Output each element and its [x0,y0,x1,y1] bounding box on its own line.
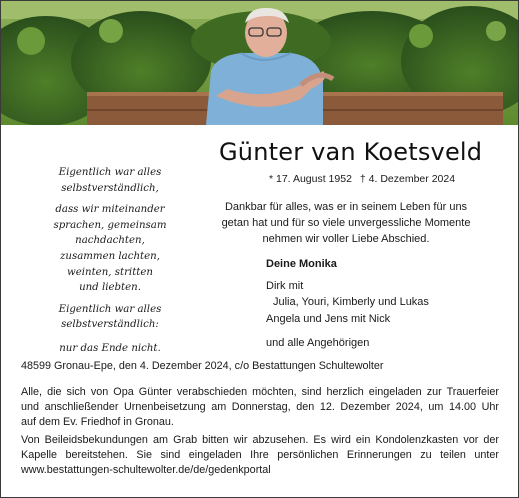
thanks-text [219,199,473,247]
child-entry: Dirk mit [266,280,304,293]
grandchildren-entry: Julia, Youri, Kimberly und Lukas [273,296,429,309]
place-date-line [21,359,499,374]
memorial-portal-url: www.bestattungen-schultewolter.de/de/gedenkportal [21,464,271,476]
death-date: † 4. Dezember 2024 [359,173,456,185]
thanks-line: Dankbar für alles, was er in seinem Leben für uns [224,201,468,213]
wife-name: Deine Monika [266,258,337,270]
mourners [266,256,429,351]
portrait-photo [1,1,518,125]
photo-illustration [1,1,518,125]
birth-date: * 17. August 1952 [269,173,352,185]
deceased-name: Günter van Koetsveld [219,138,483,166]
poem-stanza [45,202,175,296]
poem-stanza [45,341,175,357]
poem-line: dass wir miteinander [55,204,165,216]
child-entry: Angela und Jens mit Nick [266,312,391,325]
poem-line: nachdachten, [75,235,145,247]
relatives-entry: und alle Angehörigen [266,336,370,349]
condolence-line: Kapelle bereitstehen. Sie sind eingeladen Ihre persönlichen Erinnerungen zu teilen unter [21,449,499,461]
poem-stanza [45,165,175,196]
funeral-info [21,385,499,430]
poem-line: Eigentlich war alles [58,167,162,178]
poem-line: sprachen, gemeinsam [53,219,167,231]
poem-line: selbstverständlich, [61,182,159,194]
thanks-line: getan hat und für so viele unvergessliche Momente [221,217,471,229]
funeral-line: Alle, die sich von Opa Günter verabschieden möchten, sind herzlich eingeladen zur Trauerfeier [21,386,499,398]
place-date-text: 48599 Gronau-Epe, den 4. Dezember 2024, c/o Bestattungen Schultewolter [21,360,384,372]
poem-line: weinten, stritten [67,266,153,278]
condolence-line: Von Beileidsbekundungen am Grab bitten wir abzusehen. Es wird ein Kondolenzkasten vor der [21,434,499,446]
poem-line: und liebten. [79,282,141,294]
funeral-line: und anschließender Urnenbeisetzung am Donnerstag, den 12. Dezember 2024, um 14.00 Uhr [21,401,499,413]
poem-line: selbstverständlich: [61,319,159,331]
thanks-line: nehmen wir voller Liebe Abschied. [262,233,430,245]
poem-line: zusammen lachten, [60,250,160,262]
poem-stanza [45,302,175,333]
life-dates [269,173,455,185]
funeral-line: auf dem Ev. Friedhof in Gronau. [21,416,174,428]
poem [45,165,175,359]
poem-line: nur das Ende nicht. [59,342,161,354]
poem-line: Eigentlich war alles [58,303,162,315]
condolence-info [21,433,499,478]
